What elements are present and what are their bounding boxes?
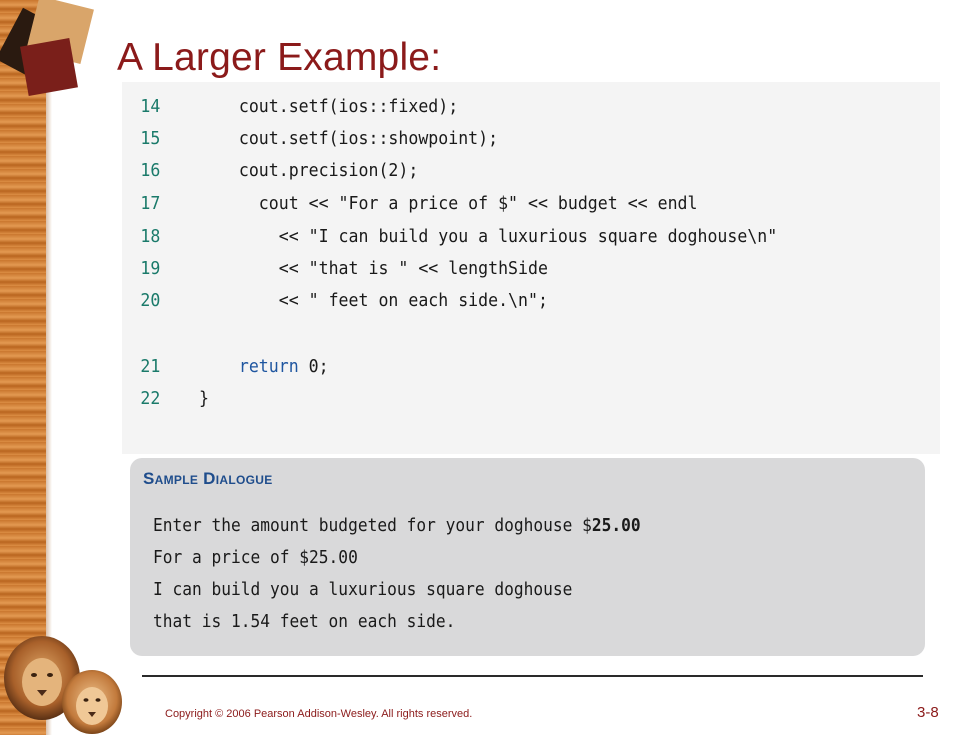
code-line — [122, 124, 498, 154]
code-line — [122, 384, 209, 414]
code-text: cout.setf(ios::showpoint); — [179, 128, 499, 149]
line-number: 16 — [140, 160, 161, 181]
sample-dialogue-box — [130, 458, 925, 656]
logo-square-red — [20, 38, 78, 96]
line-number: 19 — [140, 258, 161, 279]
code-text: cout.precision(2); — [179, 160, 419, 181]
line-number: 20 — [140, 290, 161, 311]
code-text: } — [179, 388, 209, 409]
code-line — [122, 352, 329, 382]
keyword-return: return — [238, 356, 299, 377]
dialogue-prompt: Enter the amount budgeted for your doghouse $ — [153, 515, 592, 536]
code-line — [122, 156, 418, 186]
slide-number: 3-8 — [917, 704, 939, 721]
code-text: << " feet on each side.\n"; — [179, 290, 548, 311]
code-line — [122, 189, 697, 219]
code-line — [122, 254, 548, 284]
line-number: 21 — [140, 356, 161, 377]
dialogue-line — [153, 510, 641, 542]
code-line — [122, 286, 548, 316]
line-number: 14 — [140, 96, 161, 117]
line-number: 22 — [140, 388, 161, 409]
code-text: 0; — [298, 356, 329, 377]
line-number: 15 — [140, 128, 161, 149]
code-text: cout.setf(ios::fixed); — [179, 96, 459, 117]
code-listing — [122, 82, 940, 454]
footer-divider — [142, 675, 923, 677]
code-line — [122, 222, 777, 252]
code-text: << "I can build you a luxurious square doghouse\n" — [179, 226, 778, 247]
line-number: 18 — [140, 226, 161, 247]
sample-dialogue-heading: Sample Dialogue — [143, 469, 273, 488]
copyright-notice: Copyright © 2006 Pearson Addison-Wesley. All rights reserved. — [165, 708, 473, 720]
user-input-value: 25.00 — [591, 515, 641, 536]
code-text: cout << "For a price of $" << budget << endl — [179, 193, 698, 214]
lions-image — [0, 620, 130, 735]
stacked-squares-logo — [0, 0, 110, 110]
dialogue-line: that is 1.54 feet on each side. — [153, 611, 456, 632]
code-line — [122, 92, 458, 122]
slide-title: A Larger Example: — [117, 36, 442, 79]
line-number: 17 — [140, 193, 161, 214]
code-text: << "that is " << lengthSide — [179, 258, 548, 279]
dialogue-line: For a price of $25.00 — [153, 547, 358, 568]
dialogue-line: I can build you a luxurious square doghouse — [153, 579, 573, 600]
code-text — [179, 356, 239, 377]
